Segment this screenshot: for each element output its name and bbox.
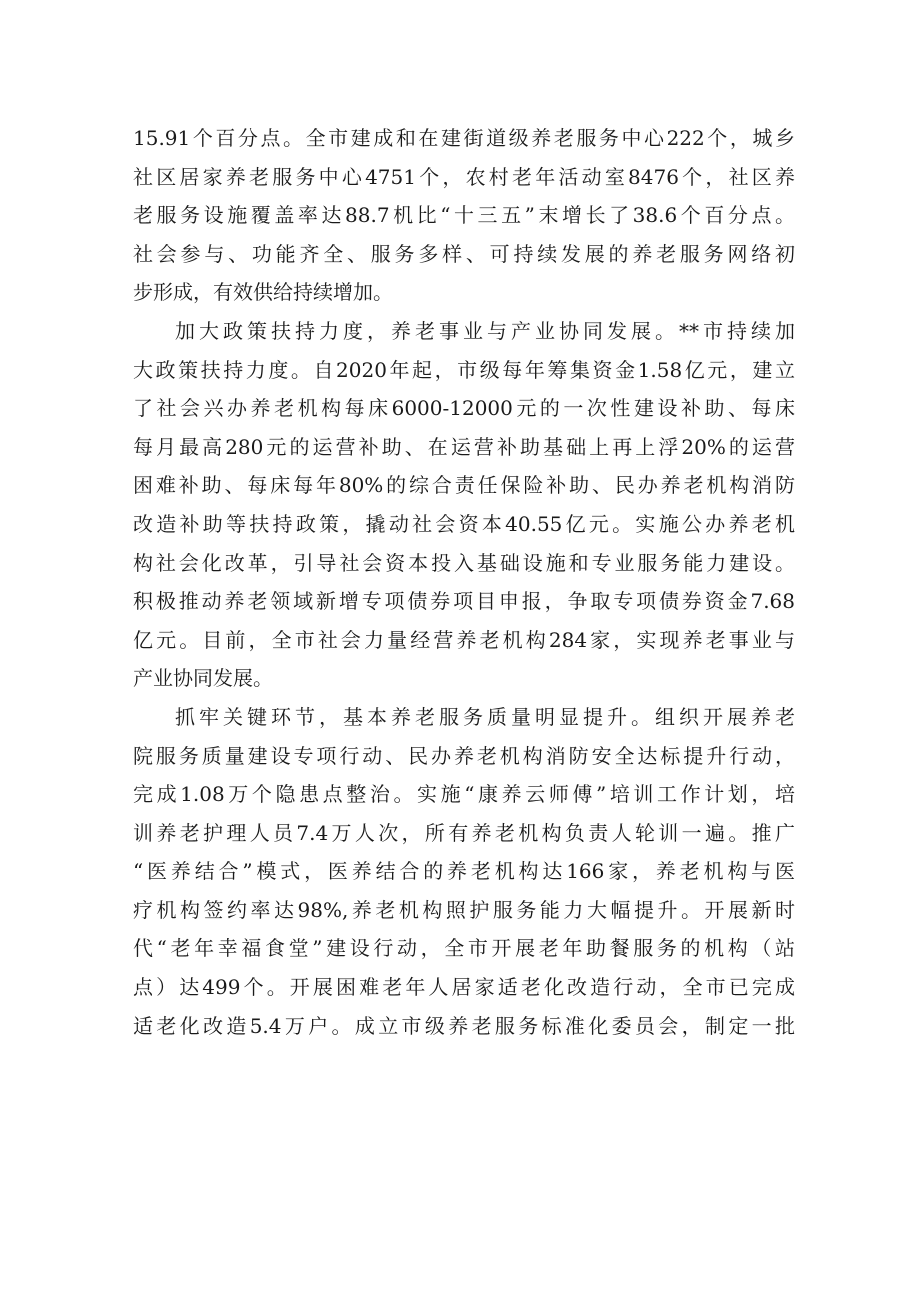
text-line: 每月最高280元的运营补助、在运营补助基础上再上浮20%的运营 (133, 434, 795, 459)
text-line: 步形成，有效供给持续增加。 (133, 280, 393, 305)
text-line: 改造补助等扶持政策，撬动社会资本40.55亿元。实施公办养老机 (133, 511, 795, 536)
text-line: 疗机构签约率达98%,养老机构照护服务能力大幅提升。开展新时 (133, 897, 795, 922)
text-line: 积极推动养老领域新增专项债券项目申报，争取专项债券资金7.68 (133, 589, 795, 614)
text-line: 大政策扶持力度。自2020年起，市级每年筹集资金1.58亿元，建立 (133, 357, 795, 382)
text-line: 点）达499个。开展困难老年人居家适老化改造行动，全市已完成 (133, 975, 795, 1000)
paragraph-3 (133, 698, 795, 1045)
text-line: 训养老护理人员7.4万人次，所有养老机构负责人轮训一遍。推广 (133, 820, 795, 845)
text-line: 产业协同发展。 (133, 666, 273, 691)
text-line: 院服务质量建设专项行动、民办养老机构消防安全达标提升行动， (133, 743, 795, 768)
text-line: “医养结合”模式，医养结合的养老机构达166家，养老机构与医 (133, 859, 795, 884)
text-line: 了社会兴办养老机构每床6000-12000元的一次性建设补助、每床 (133, 396, 795, 421)
text-line: 困难补助、每床每年80%的综合责任保险补助、民办养老机构消防 (133, 473, 795, 498)
text-line: 亿元。目前，全市社会力量经营养老机构284家，实现养老事业与 (133, 627, 795, 652)
paragraph-2 (133, 312, 795, 698)
text-line: 社区居家养老服务中心4751个，农村老年活动室8476个，社区养 (133, 164, 795, 189)
text-line: 社会参与、功能齐全、服务多样、可持续发展的养老服务网络初 (133, 241, 795, 266)
text-line: 适老化改造5.4万户。成立市级养老服务标准化委员会，制定一批 (133, 1013, 795, 1038)
text-line: 老服务设施覆盖率达88.7机比“十三五”末增长了38.6个百分点。 (133, 203, 795, 228)
text-line: 15.91个百分点。全市建成和在建街道级养老服务中心222个，城乡 (133, 126, 795, 150)
paragraph-1 (133, 119, 795, 312)
paragraph-heading-line: 加大政策扶持力度，养老事业与产业协同发展。**市持续加 (175, 318, 795, 343)
text-line: 代“老年幸福食堂”建设行动，全市开展老年助餐服务的机构（站 (133, 936, 795, 961)
document-page (133, 119, 795, 1045)
text-line: 构社会化改革，引导社会资本投入基础设施和专业服务能力建设。 (133, 550, 795, 575)
text-line: 完成1.08万个隐患点整治。实施“康养云师傅”培训工作计划，培 (133, 782, 795, 807)
paragraph-heading-line: 抓牢关键环节，基本养老服务质量明显提升。组织开展养老 (175, 704, 795, 729)
